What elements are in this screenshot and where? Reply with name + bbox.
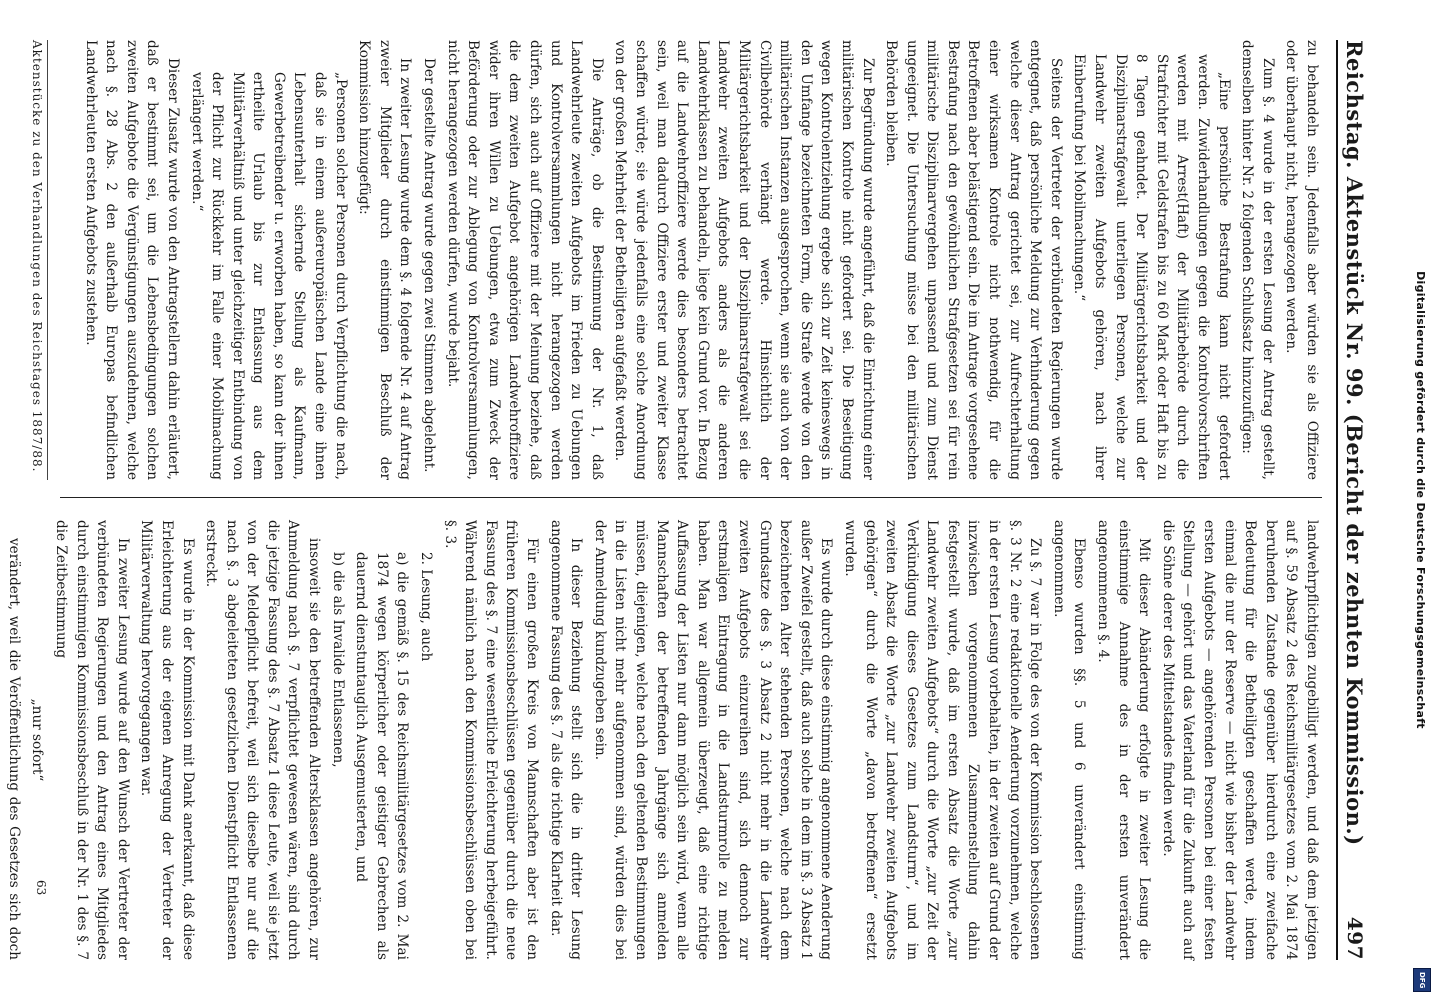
left-column bbox=[52, 40, 1322, 480]
credit-text: Digitalisierung gefördert durch die Deutsche Forschungsgemeinschaft bbox=[1414, 271, 1428, 729]
left-column-paragraph: „Eine persönliche Bestrafung kann nicht gefordert werden. Zuwiderhandlungen gegen die Kontrolvorschriften werden mit Arrest(Haft) der Militärbehörde durch die Strafrichter mit Geldstrafen bis zu 60 Mark oder Haft bis zu 8 Tagen geahndet. Der Militärgerichtsbarkeit und der Disziplinarstrafgewalt unterliegen Personen, welche zur Landwehr zweiten Aufgebots gehören, nach ihrer Einberufung bei Mobilmachungen.“ bbox=[1071, 54, 1232, 480]
right-column-paragraph: b) die als Invalide Entlassenen, bbox=[329, 552, 346, 768]
right-column-paragraph: Für einen großen Kreis von Mannschaften aber ist den früheren Kommissionsbeschlüssen gegenüber durch die neue Fassung des §. 7 eine wesentliche Erleichterung herbeigeführt. Während nämlich nach den Kommissionsbeschlüssen oben bei §. 3. bbox=[441, 520, 541, 960]
page-footer bbox=[27, 40, 48, 480]
right-column-paragraph: Zu §. 7 war in Folge des von der Kommission beschlossenen §. 3 Nr. 2 eine redaktionelle Aenderung vorzunehmen, welche in der ersten Lesung vorbehalten, in der zweiten auf Grund der inzwischen vorgenommenen Zusammenstellung dahin festgestellt wurde, daß im ersten Absatz die Worte „zur Landwehr zweiten Aufgebots“ durch die Worte „zur Zeit der Verkündigung dieses Gesetzes zum Landsturm“, und im zweiten Absatz die Worte „zur Landwehr zweiten Aufgebots gehörigen“ durch die Worte „davon betroffenen“ ersetzt wurden. bbox=[841, 520, 1044, 960]
left-column-paragraph: zu behandeln sein. Jedenfalls aber würden sie als Offiziere oder überhaupt nicht, herangezogen werden. bbox=[1283, 40, 1320, 480]
left-column-paragraph: In zweiter Lesung wurde dem §. 4 folgende Nr. 4 auf Antrag zweier Mitglieder durch einstimmigen Beschluß der Kommission hinzugefügt: bbox=[356, 40, 414, 480]
column-divider bbox=[60, 497, 1322, 498]
left-column-paragraph: Der gestellte Antrag wurde gegen zwei Stimmen abgelehnt. bbox=[421, 58, 438, 473]
left-column-paragraph: „Personen solcher Personen durch Verpflichtung die nach, daß sie in einem außereuropäischen Lande eine ihnen Lebensunterhalt sichernde Stellung als Kaufmann, Gewerbetreibender u. erworben haben, so kann der ihnen ertheilte Urlaub bis zur Entlassung aus dem Militärverhältniß und unter gleichzeitiger Entbindung von der Pflicht zur Rückkehr im Falle einer Mobilmachung verlängert werden.“ bbox=[188, 72, 349, 480]
left-column-paragraph: Die Anträge, ob die Bestimmung der Nr. 1, daß Landwehrleute zweiten Aufgebots im Frieden zu Uebungen und Kontrolversammlungen nicht herangezogen werden dürfen, sich auch auf Offiziere mit der Meinung beziehe, daß die dem zweiten Aufgebot angehörigen Landwehroffiziere wider ihren Willen zu Uebungen, etwa zum Zweck der Beförderung oder zur Ablegung von Kontrolversammlungen, nicht herangezogen werden dürfen, wurde bejaht. bbox=[444, 40, 605, 480]
right-column-paragraph: In dieser Beziehung stellt sich die in dritter Lesung angenommene Fassung des §. 7 als die richtige Klarheit dar. bbox=[547, 520, 585, 960]
right-column-paragraph: insoweit sie den betreffenden Altersklassen angehören, zur Anmeldung nach §. 7 verpflichtet gewesen wären, sind durch die jetzige Fassung des §. 7 Absatz 1 diese Leute, weil sie jetzt von der Meldepflicht befreit, weil sich dieselbe nur auf die nach §. 3 abgeleiteten gesetzlichen Dienstpflicht Entlassenen erstreckt. bbox=[203, 520, 323, 960]
right-column-paragraph: „nur sofort“ bbox=[29, 698, 46, 782]
signature-mark: 63 bbox=[34, 880, 48, 896]
page-number: 497 bbox=[1343, 916, 1367, 960]
left-column-paragraph: Zur Begründung wurde angeführt, daß die Einrichtung einer militärischen Kontrole nicht gefordert sei. Die Beseitigung wegen Kontrolentziehung ergebe sich zur Zeit keineswegs in den Umfange bezeichneten Form, die Strafe werde von den militärischen Instanzen ausgesprochen, wenn sie auch von der Civilbehörde verhängt werde. Hinsichtlich der Militärgerichtsbarkeit und der Disziplinarstrafgewalt sei die Landwehr zweiten Aufgebots anders als die anderen Landwehrklassen zu behandeln, liege kein Grund vor. In Bezug auf die Landwehroffiziere werde dies besonders betrachtet sein, weil man dadurch Offiziere erster und zweiter Klasse schaffen würde; sie würde jedenfalls eine solche Anordnung von der großen Mehrheit der Betheiligten aufgefaßt werden. bbox=[612, 40, 876, 480]
right-column-paragraph: Mit dieser Abänderung erfolgte in zweiter Lesung die einstimmige Annahme des in der ersten unverändert angenommenen §. 4. bbox=[1095, 520, 1153, 960]
right-column-paragraph: Ebenso wurden §§. 5 und 6 unverändert einstimmig angenommen. bbox=[1050, 520, 1088, 960]
dfg-logo: DFG bbox=[1413, 968, 1431, 992]
left-column-paragraph: Zum §. 4 wurde in der ersten Lesung der Antrag gestellt, demselben hinter Nr. 2 folgenden Schlußsatz hinzuzufügen: bbox=[1239, 40, 1276, 480]
right-column-paragraph: landwehrpflichtigen zugebilligt werden, und daß dem jetzigen auf §. 59 Absatz 2 des Reichsmilitärgesetzes vom 2. Mai 1874 beruhenden Zustande gegenüber hierdurch eine zweifache Bedeutung für die Betheiligten geschaffen werde, indem einmal die nur der Reserve — nicht wie bisher der Landwehr ersten Aufgebots — angehörenden Personen bei einer festen Stellung — gehört und das Vaterland für die Zukunft auch auf die Söhne derer des Mittelstandes finden werde. bbox=[1159, 520, 1320, 960]
right-column-paragraph: verändert, weil die Veröffentlichung des Gesetzes sich doch bbox=[5, 538, 22, 960]
right-column-paragraph: In zweiter Lesung wurde auf den Wunsch der Vertreter der verbündeten Regierungen und den Antrag eines Mitgliedes durch einstimmigen Kommissionsbeschluß in der Nr. 1 des §. 7 die Zeitbestimmung bbox=[52, 520, 131, 960]
right-column-paragraph: Es wurde in der Kommission mit Dank anerkannt, daß diese Erleichterung aus der eigenen Anregung der Vertreter der Militärverwaltung hervorgegangen war. bbox=[138, 520, 196, 960]
right-column-paragraph: a) die gemäß §. 15 des Reichsmilitärgesetzes vom 2. Mai 1874 wegen körperlicher oder geistiger Gebrechen als dauernd dienstuntauglich Ausgemusterten, und bbox=[353, 552, 411, 960]
right-column-paragraph: Es wurde durch diese einstimmig angenommene Aenderung außer Zweifel gestellt, daß auch solche in dem im §. 3 Absatz 1 bezeichneten Alter stehenden Personen, welche nach dem Grundsatze des §. 3 Absatz 2 nicht mehr in die Landwehr zweiten Aufgebots einzureihen sind, sich dennoch zur erstmaligen Eintragung in die Landsturmrolle zu melden haben. Man war allgemein überzeugt, daß eine richtige Auffassung der Listen nur dann möglich sein wird, wenn alle Mannschaften der betreffenden Jahrgänge sich anmelden müssen, diejenigen, welche nach den geltenden Bestimmungen in die Listen nicht mehr aufgenommen sind, würden dies bei der Anmeldung kundzugeben sein. bbox=[591, 520, 835, 960]
page-header bbox=[1336, 40, 1372, 960]
footer-note: Aktenstücke zu den Verhandlungen des Reichstages 1887/88. bbox=[30, 40, 44, 473]
left-column-paragraph: Dieser Zusatz wurde von den Antragstellern dahin erläutert, daß er bestimmt sei, um die Lebensbedingungen solchen zweiten Aufgebote die Vergünstigungen auszudehnen, welche nach §. 28 Abs. 2 den außerhalb Europas befindlichen Landwehrleuten ersten Aufgebots zustehen. bbox=[82, 40, 181, 480]
header-title: Reichstag. Aktenstück Nr. 99. (Bericht der zehnten Kommission.) bbox=[1342, 40, 1368, 846]
credit-strip bbox=[1410, 0, 1432, 1000]
left-column-paragraph: Seitens der Vertreter der verbündeten Regierungen wurde entgegnet, daß persönliche Meldung zur Verhinderung gegen welche dieser Antrag gerichtet sei, zur Aufrechterhaltung einer wirksamen Kontrole nicht nothwendig, für die Betroffenen aber belästigend sein. Die im Antrage vorgesehene Bestrafung nach den gewöhnlichen Strafgesetzen sei für rein militärische Disziplinarvergehen unpassend und zum Dienst ungeeignet. Die Untersuchung müsse bei den militärischen Behörden bleiben. bbox=[883, 40, 1064, 480]
right-column-paragraph: 2. Lesung, auch bbox=[418, 552, 435, 662]
